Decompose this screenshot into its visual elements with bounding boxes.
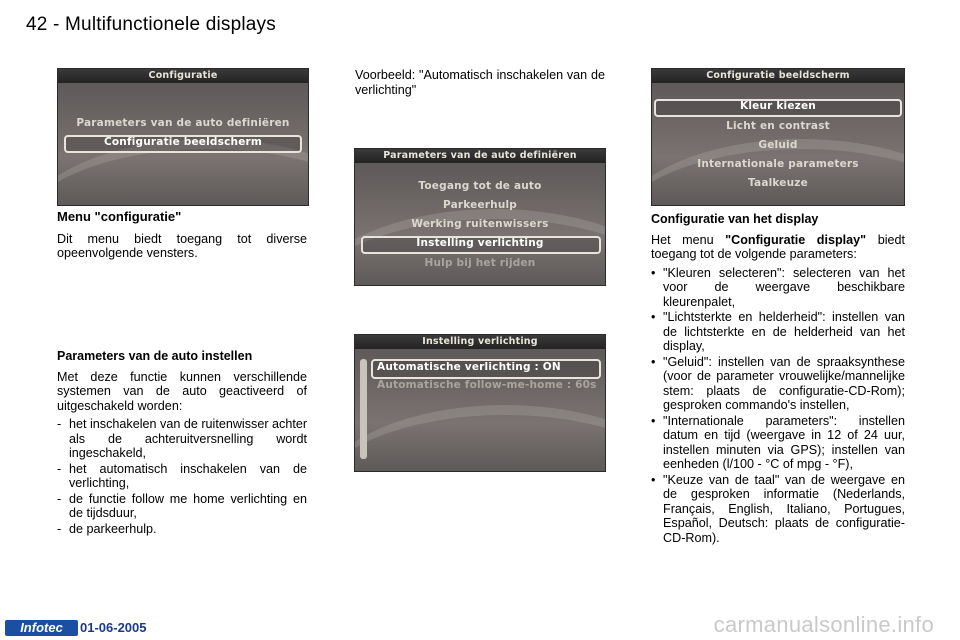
menu-item-ruitenwissers[interactable]: Werking ruitenwissers — [411, 218, 549, 230]
screen-configuratie-beeldscherm — [651, 68, 905, 206]
menu-item-licht[interactable]: Licht en contrast — [726, 120, 830, 132]
menu-item-kleur[interactable]: Kleur kiezen — [740, 100, 816, 112]
list-item: • "Lichtsterkte en helderheid": instellen van de lichtsterkte en de helderheid van het display, — [651, 310, 905, 353]
menu-item-parameters[interactable]: Parameters van de auto definiëren — [76, 117, 290, 129]
parameter-list — [651, 266, 905, 546]
scrollbar[interactable] — [360, 359, 367, 459]
column-left — [57, 210, 307, 265]
section-heading-display: Configuratie van het display — [651, 212, 819, 226]
screen-title: Parameters van de auto definiëren — [383, 150, 577, 161]
infotec-logo: Infotec — [5, 620, 78, 636]
screen-parameters — [354, 148, 606, 286]
screen-background-curve — [354, 405, 606, 472]
body-text: Met deze functie kunnen verschillende systemen van de auto geactiveerd of uitgeschakeld worden: — [57, 369, 307, 413]
footer-date: 01-06-2005 — [80, 620, 147, 635]
screen-title: Configuratie — [148, 70, 218, 81]
menu-item-geluid[interactable]: Geluid — [758, 139, 798, 151]
column-middle — [355, 68, 605, 101]
page-title: 42 - Multifunctionele displays — [26, 14, 276, 35]
screen-title: Configuratie beeldscherm — [706, 70, 850, 81]
list-item: - het automatisch inschakelen van de verlichting, — [57, 461, 307, 490]
column-left-params — [57, 349, 307, 537]
list-item: - de parkeerhulp. — [57, 521, 157, 536]
intro-text: Het menu "Configuratie display" biedt toegang tot de volgende parameters: — [651, 232, 905, 261]
menu-item-auto-verlichting[interactable]: Automatische verlichting : ON — [377, 361, 561, 373]
example-caption: Voorbeeld: "Automatisch inschakelen van de verlichting" — [355, 68, 605, 97]
list-item: - het inschakelen van de ruitenwisser achter als de achteruitversnelling wordt ingeschakeld, — [57, 417, 308, 460]
list-item: • "Geluid": instellen van de spraaksynthese (voor de parameter vrouwelijke/mannelijke stem: plaats de configuratie-CD-Rom); gesproken commando's instellen, — [651, 354, 905, 412]
menu-item-toegang[interactable]: Toegang tot de auto — [418, 180, 542, 192]
watermark: carmanualsonline.info — [713, 612, 934, 637]
menu-item-internationaal[interactable]: Internationale parameters — [697, 158, 859, 170]
menu-item-hulp[interactable]: Hulp bij het rijden — [424, 257, 536, 269]
menu-item-configuratie-beeldscherm[interactable]: Configuratie beeldscherm — [103, 136, 263, 148]
menu-item-parkeerhulp[interactable]: Parkeerhulp — [442, 199, 518, 211]
screen-configuratie — [57, 68, 309, 206]
list-item: • "Kleuren selecteren": selecteren van het voor de weergave beschikbare kleurenpalet, — [651, 265, 905, 309]
section-heading-parameters: Parameters van de auto instellen — [57, 349, 253, 363]
screen-instelling-verlichting — [354, 334, 606, 472]
list-item: - de functie follow me home verlichting en de tijdsduur, — [57, 491, 307, 520]
feature-list — [57, 417, 307, 536]
menu-item-verlichting[interactable]: Instelling verlichting — [416, 237, 544, 249]
column-right — [651, 212, 905, 546]
menu-item-taalkeuze[interactable]: Taalkeuze — [748, 177, 808, 189]
screen-title: Instelling verlichting — [422, 336, 538, 347]
list-item: • "Keuze van de taal" van de weergave en de gesproken informatie (Nederlands, Français, English, Italiano, Portugues, Español, Deutsch: plaats de configuratie-CD-Rom). — [651, 472, 905, 545]
menu-item-follow-me-home[interactable]: Automatische follow-me-home : 60s — [377, 379, 597, 391]
intro-text: Dit menu biedt toegang tot diverse opeenvolgende vensters. — [57, 231, 307, 260]
section-heading-configuratie: Menu "configuratie" — [57, 209, 182, 224]
list-item: • "Internationale parameters": instellen datum en tijd (weergave in 12 of 24 uur, instellen minuten via GPS); instellen van eenheden (l/100 - °C of mpg - °F), — [651, 413, 905, 471]
menu-name: "Configuratie display" — [725, 232, 867, 247]
